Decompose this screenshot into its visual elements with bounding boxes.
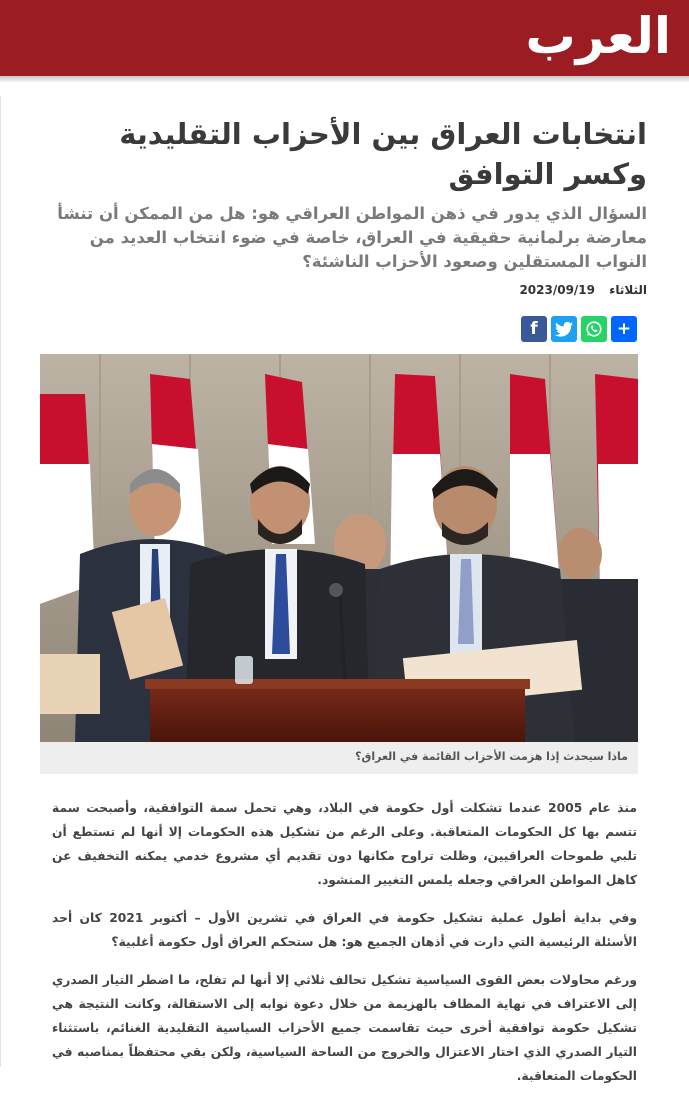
- article-paragraph: منذ عام 2005 عندما تشكلت أول حكومة في البلاد، وهي تحمل سمة التوافقية، وأصبحت سمة تتسم بها كل الحكومات المتعاقبة. وعلى الرغم من تشكيل هذه الحكومات إلا أنها لم تستطع أن تلبي طموحات العراقيين، وظلت تراوح مكانها دون تقديم أي مشروع خدمي يمكنه التخفيف عن كاهل المواطن العراقي وجعله يلمس التغيير المنشود.: [52, 801, 637, 887]
- article-day: الثلاثاء: [609, 283, 647, 297]
- twitter-icon: [555, 322, 573, 337]
- facebook-share-button[interactable]: [521, 316, 547, 342]
- parliament-photo: [40, 354, 638, 742]
- plus-icon: +: [616, 319, 632, 339]
- whatsapp-icon: [585, 320, 603, 338]
- article-date: 2023/09/19: [519, 283, 595, 297]
- article-photo: [40, 354, 638, 742]
- article-paragraph: وفي بداية أطول عملية تشكيل حكومة في العراق في تشرين الأول – أكتوبر 2021 كان أحد الأسئلة الرئيسية التي دارت في أذهان الجميع هو: هل ستحكم العراق أول حكومة أغلبية؟: [52, 911, 637, 949]
- share-button[interactable]: [611, 316, 637, 342]
- article: [0, 96, 689, 1083]
- twitter-share-button[interactable]: [551, 316, 577, 342]
- facebook-icon: f: [530, 319, 538, 339]
- article-figure: [40, 354, 638, 774]
- article-body: [52, 796, 637, 1102]
- image-caption: ماذا سيحدث إذا هزمت الأحزاب القائمة في العراق؟: [355, 750, 628, 763]
- article-summary: السؤال الذي يدور في ذهن المواطن العراقي هو: هل من الممكن أن تنشأ معارضة برلمانية حقيقية في العراق، خاصة في ضوء انتخاب العديد من النواب المستقلين وصعود الأحزاب الناشئة؟: [57, 204, 647, 271]
- article-paragraph: ورغم محاولات بعض القوى السياسية تشكيل تحالف ثلاثي إلا أنها لم تفلح، ما اضطر التيار الصدري إلى الاعتراف في نهاية المطاف بالهزيمة من خلال دعوة نوابه إلى الاستقالة، وكانت النتيجة هي تشكيل حكومة توافقية أخرى حيث تقاسمت جميع الأحزاب السياسية التقليدية الغنائم، باستثناء التيار الصدري الذي اختار الاعتزال والخروج من الساحة السياسية، ولكن بقي محتفظاً بمناصبه في الحكومات المتعاقبة.: [52, 973, 637, 1083]
- site-header: [0, 0, 689, 76]
- header-shadow: [0, 76, 689, 82]
- article-title: انتخابات العراق بين الأحزاب التقليدية وكسر التوافق: [119, 117, 647, 191]
- site-logo[interactable]: العرب: [525, 7, 671, 65]
- whatsapp-share-button[interactable]: [581, 316, 607, 342]
- share-bar: [521, 316, 637, 342]
